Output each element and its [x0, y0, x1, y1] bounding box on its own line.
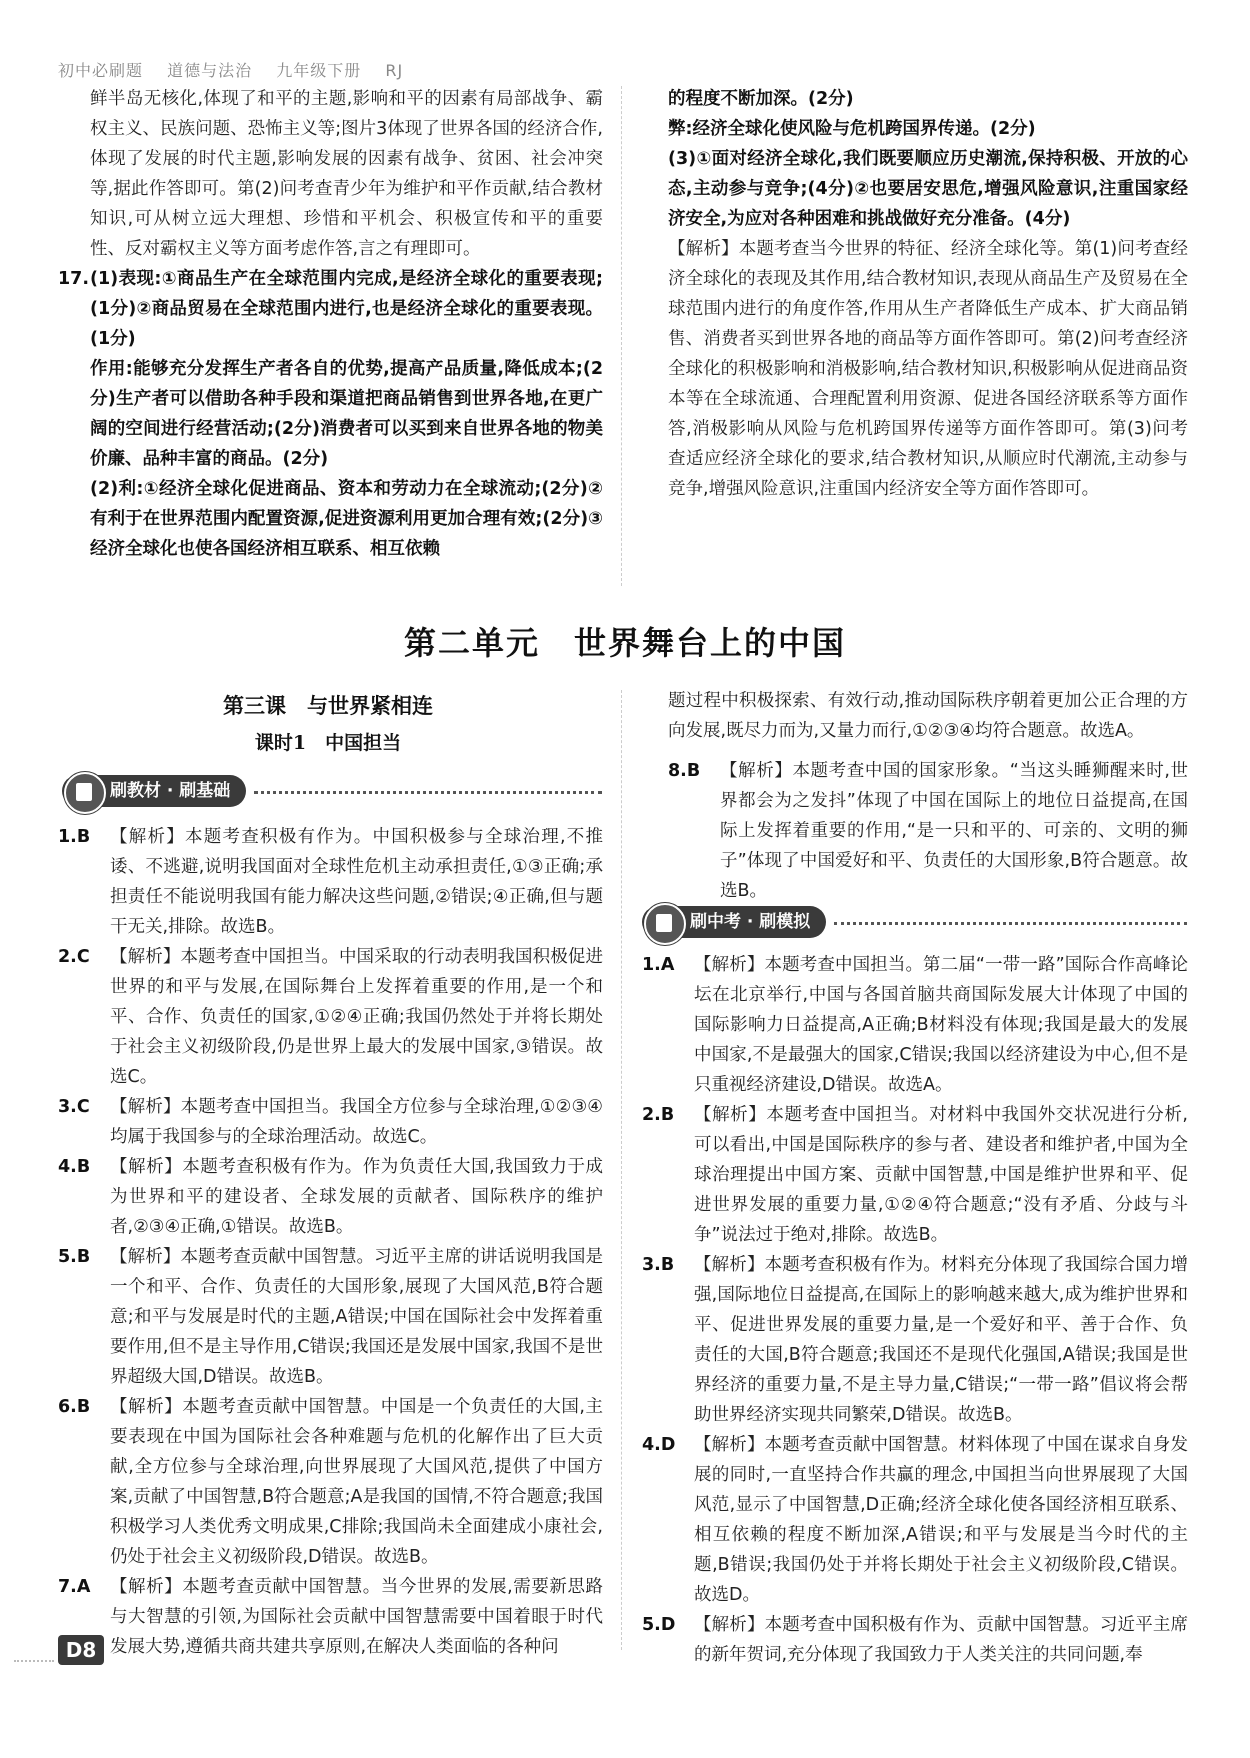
answer-number: 2.C [58, 947, 90, 967]
answer-number: 2.B [642, 1105, 675, 1125]
answer-item [58, 822, 603, 942]
q7-cont: 题过程中积极探索、有效行动,推动国际秩序朝着更加公正合理的方向发展,既尽力而为,又量力而行,①②③④均符合题意。故选A。 [668, 691, 1188, 741]
q17-disadvantage: 弊:经济全球化使风险与危机跨国界传递。(2分) [668, 119, 1036, 139]
answer-text: 【解析】本题考查中国担当。第二届“一带一路”国际合作高峰论坛在北京举行,中国与各国首脑共商国际发展大计体现了中国的国际影响力日益提高,A正确;B材料没有体现;我国是最大的发展中国家,不是最强大的国家,C错误;我国以经济建设为中心,但不是只重视经济建设,D错误。故选A。 [694, 955, 1188, 1095]
answer-text: 【解析】本题考查贡献中国智慧。中国是一个负责任的大国,主要表现在中国为国际社会各种难题与危机的化解作出了巨大贡献,全方位参与全球治理,向世界展现了大国风范,提供了中国方案,贡献了中国智慧,B符合题意;A是我国的国情,不符合题意;我国积极学习人类优秀文明成果,C排除;我国尚未全面建成小康社会,仍处于社会主义初级阶段,D错误。故选B。 [110, 1397, 603, 1567]
answer-number: 5.D [642, 1615, 676, 1635]
answer-item [58, 942, 603, 1092]
banner-dots [834, 922, 1187, 925]
column-divider-top [621, 86, 622, 586]
answer-item [642, 950, 1188, 1100]
unit-title: 第二单元 世界舞台上的中国 [403, 624, 846, 662]
page-number: D8 [58, 1635, 104, 1665]
q17-part1: (1)表现:①商品生产在全球范围内完成,是经济全球化的重要表现;(1分)②商品贸易在全球范围内进行,也是经济全球化的重要表现。(1分) [90, 269, 603, 349]
header-edition: RJ [385, 61, 404, 80]
answer-text: 【解析】本题考查中国积极有作为、贡献中国智慧。习近平主席的新年贺词,充分体现了我国致力于人类关注的共同问题,奉 [694, 1615, 1188, 1665]
bottom-right-column-exam [642, 950, 1188, 1670]
answer-number: 4.B [58, 1157, 91, 1177]
answer-text: 【解析】本题考查中国担当。我国全方位参与全球治理,①②③④均属于我国参与的全球治理活动。故选C。 [110, 1097, 603, 1147]
page-decoration [14, 1660, 54, 1662]
answer-item [642, 1610, 1188, 1670]
answer-item [642, 1430, 1188, 1610]
top-right-column [668, 84, 1188, 504]
answer-text: 【解析】本题考查中国的国家形象。“当这头睡狮醒来时,世界都会为之发抖”体现了中国在国际上的地位日益提高,在国际上发挥着重要的作用,“是一只和平的、可亲的、文明的狮子”体现了中国爱好和平、负责任的大国形象,B符合题意。故选B。 [720, 761, 1188, 901]
answer-number: 5.B [58, 1247, 91, 1267]
header-subject: 道德与法治 [167, 61, 253, 80]
answer-number: 1.B [58, 827, 91, 847]
q17-part2-cont: 的程度不断加深。(2分) [668, 89, 854, 109]
answer-item [642, 1250, 1188, 1430]
answer-number: 8.B [668, 761, 701, 781]
answer-number: 3.B [642, 1255, 675, 1275]
answer-item [58, 1152, 603, 1242]
q16-analysis-cont: 鲜半岛无核化,体现了和平的主题,影响和平的因素有局部战争、霸权主义、民族问题、恐怖主义等;图片3体现了世界各国的经济合作,体现了发展的时代主题,影响发展的因素有战争、贫困、社会冲突等,据此作答即可。第(2)问考查青少年为维护和平作贡献,结合教材知识,可从树立远大理想、珍惜和平机会、积极宣传和平的重要性、反对霸权主义等方面考虑作答,言之有理即可。 [90, 89, 603, 259]
book-icon [644, 903, 686, 945]
header-series: 初中必刷题 [58, 61, 144, 80]
lesson-title: 第三课 与世界紧相连 [223, 693, 433, 718]
answer-number: 1.A [642, 955, 675, 975]
banner-dots [254, 791, 602, 794]
answer-text: 【解析】本题考查贡献中国智慧。习近平主席的讲话说明我国是一个和平、合作、负责任的大国形象,展现了大国风范,B符合题意;和平与发展是时代的主题,A错误;中国在国际社会中发挥着重要作用,但不是主导作用,C错误;我国还是发展中国家,我国不是世界超级大国,D错误。故选B。 [110, 1247, 603, 1387]
period-title: 课时1 中国担当 [254, 732, 402, 754]
bottom-right-column [668, 686, 1188, 906]
header-grade: 九年级下册 [276, 61, 362, 80]
answer-item [668, 756, 1188, 906]
top-left-column [58, 84, 603, 564]
column-divider-bottom [621, 690, 622, 1650]
answer-text: 【解析】本题考查积极有作为。材料充分体现了我国综合国力增强,国际地位日益提高,在国际上的影响越来越大,成为维护世界和平、促进世界发展的重要力量,是一个爱好和平、善于合作、负责任的大国,B符合题意;我国还不是现代化强国,A错误;我国是世界经济的重要力量,不是主导力量,C错误;“一带一路”倡议将会帮助世界经济实现共同繁荣,D错误。故选B。 [694, 1255, 1188, 1425]
q17-answer [58, 264, 603, 354]
answer-number: 4.D [642, 1435, 676, 1455]
answer-text: 【解析】本题考查积极有作为。中国积极参与全球治理,不推诿、不逃避,说明我国面对全球性危机主动承担责任,①③正确;承担责任不能说明我国有能力解决这些问题,②错误;④正确,但与题干无关,排除。故选B。 [110, 827, 603, 937]
banner-exam-label: 刷中考 · 刷模拟 [642, 906, 826, 938]
banner-exam [642, 903, 1187, 941]
banner-basics [62, 772, 602, 810]
q17-number: 17. [58, 269, 90, 289]
answer-number: 7.A [58, 1577, 91, 1597]
answer-text: 【解析】本题考查贡献中国智慧。材料体现了中国在谋求自身发展的同时,一直坚持合作共赢的理念,中国担当向世界展现了大国风范,显示了中国智慧,D正确;经济全球化使各国经济相互联系、相互依赖的程度不断加深,A错误;和平与发展是当今时代的主题,B错误;我国仍处于并将长期处于社会主义初级阶段,C错误。故选D。 [694, 1435, 1188, 1605]
answer-text: 【解析】本题考查积极有作为。作为负责任大国,我国致力于成为世界和平的建设者、全球发展的贡献者、国际秩序的维护者,②③④正确,①错误。故选B。 [110, 1157, 603, 1237]
q17-part2: (2)利:①经济全球化促进商品、资本和劳动力在全球流动;(2分)②有利于在世界范围内配置资源,促进资源利用更加合理有效;(2分)③经济全球化也使各国经济相互联系、相互依赖 [90, 479, 603, 559]
answer-text: 【解析】本题考查中国担当。中国采取的行动表明我国积极促进世界的和平与发展,在国际舞台上发挥着重要的作用,是一个和平、合作、负责任的国家,①②④正确;我国仍然处于并将长期处于社会主义初级阶段,仍是世界上最大的发展中国家,③错误。故选C。 [110, 947, 603, 1087]
book-icon [64, 772, 106, 814]
answer-item [58, 1092, 603, 1152]
bottom-left-column [58, 822, 603, 1662]
q17-part3: (3)①面对经济全球化,我们既要顺应历史潮流,保持积极、开放的心态,主动参与竞争;(4分)②也要居安思危,增强风险意识,注重国家经济安全,为应对各种困难和挑战做好充分准备。(4分) [668, 149, 1188, 229]
answer-text: 【解析】本题考查中国担当。对材料中我国外交状况进行分析,可以看出,中国是国际秩序的参与者、建设者和维护者,中国为全球治理提出中国方案、贡献中国智慧,中国是维护世界和平、促进世界发展的重要力量,①②④符合题意;“没有矛盾、分歧与斗争”说法过于绝对,排除。故选B。 [694, 1105, 1188, 1245]
answer-item [58, 1572, 603, 1662]
banner-basics-label: 刷教材 · 刷基础 [62, 775, 246, 807]
answer-text: 【解析】本题考查贡献中国智慧。当今世界的发展,需要新思路与大智慧的引领,为国际社会贡献中国智慧需要中国着眼于时代发展大势,遵循共商共建共享原则,在解决人类面临的各种问 [110, 1577, 603, 1657]
q17-effect: 作用:能够充分发挥生产者各自的优势,提高产品质量,降低成本;(2分)生产者可以借助各种手段和渠道把商品销售到世界各地,在更广阔的空间进行经营活动;(2分)消费者可以买到来自世界各地的物美价廉、品种丰富的商品。(2分) [90, 359, 603, 469]
answer-number: 6.B [58, 1397, 91, 1417]
answer-item [642, 1100, 1188, 1250]
answer-item [58, 1242, 603, 1392]
q17-analysis: 【解析】本题考查当今世界的特征、经济全球化等。第(1)问考查经济全球化的表现及其作用,结合教材知识,表现从商品生产及贸易在全球范围内进行的角度作答,作用从生产者降低生产成本、扩大商品销售、消费者买到世界各地的商品等方面作答即可。第(2)问考查经济全球化的积极影响和消极影响,结合教材知识,积极影响从促进商品资本等在全球流通、合理配置利用资源、促进各国经济联系等方面作答,消极影响从风险与危机跨国界传递等方面作答即可。第(3)问考查适应经济全球化的要求,结合教材知识,从顺应时代潮流,主动参与竞争,增强风险意识,注重国内经济安全等方面作答即可。 [668, 239, 1188, 499]
answer-number: 3.C [58, 1097, 90, 1117]
answer-item [58, 1392, 603, 1572]
page-header [58, 58, 421, 81]
